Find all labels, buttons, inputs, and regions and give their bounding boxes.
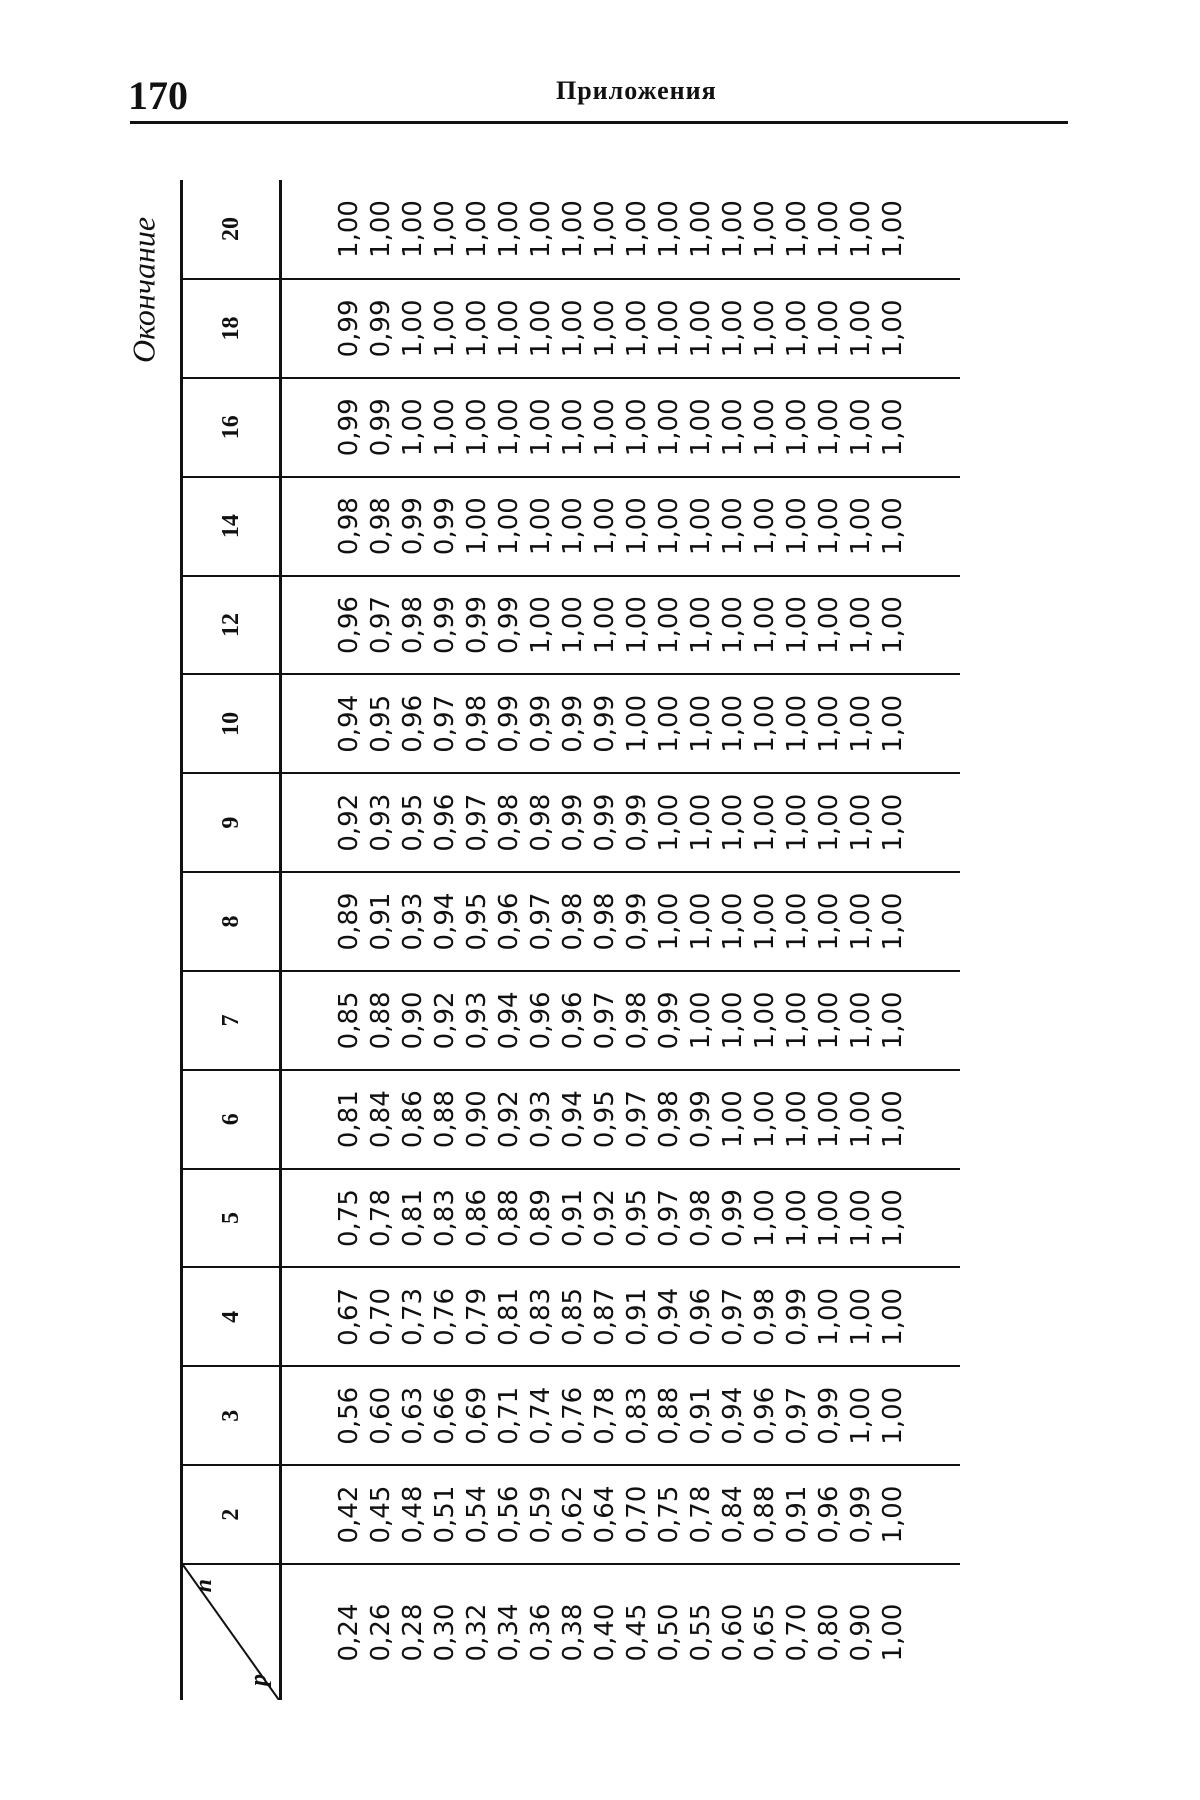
column-header-n-4: 4 <box>182 1267 281 1366</box>
column-variable-label: n <box>191 1579 217 1593</box>
column-header-n-6: 6 <box>182 1070 281 1169</box>
probability-table <box>180 180 960 1700</box>
column-header-n-3: 3 <box>182 1366 281 1465</box>
column-header-n-14: 14 <box>182 477 281 576</box>
p-values-column: 0,24 0,26 0,28 0,30 0,32 0,34 0,36 0,38 0,40 0,45 0,50 0,55 0,60 0,65 0,70 0,80 0,90 1,00 <box>334 1603 908 1662</box>
table-header-row <box>182 180 281 1700</box>
running-head: Приложения <box>556 76 717 105</box>
column-values-n-4: 0,67 0,70 0,73 0,76 0,79 0,81 0,83 0,85 0,87 0,91 0,94 0,96 0,97 0,98 0,99 1,00 1,00 1,00 <box>281 1267 961 1366</box>
column-header-n-5: 5 <box>182 1169 281 1268</box>
column-values-n-3: 0,56 0,60 0,63 0,66 0,69 0,71 0,74 0,76 0,78 0,83 0,88 0,91 0,94 0,96 0,97 0,99 1,00 1,00 <box>281 1366 961 1465</box>
column-header-n-18: 18 <box>182 279 281 378</box>
column-values-n-10: 0,94 0,95 0,96 0,97 0,98 0,99 0,99 0,99 0,99 1,00 1,00 1,00 1,00 1,00 1,00 1,00 1,00 1,00 <box>281 674 961 773</box>
column-header-n-9: 9 <box>182 773 281 872</box>
column-header-n-10: 10 <box>182 674 281 773</box>
column-values-n-16: 0,99 0,99 1,00 1,00 1,00 1,00 1,00 1,00 1,00 1,00 1,00 1,00 1,00 1,00 1,00 1,00 1,00 1,00 <box>281 378 961 477</box>
column-values-n-9: 0,92 0,93 0,95 0,96 0,97 0,98 0,98 0,99 0,99 0,99 1,00 1,00 1,00 1,00 1,00 1,00 1,00 1,00 <box>281 773 961 872</box>
continuation-label: Окончание <box>125 216 162 364</box>
column-values-n-5: 0,75 0,78 0,81 0,83 0,86 0,88 0,89 0,91 0,92 0,95 0,97 0,98 0,99 1,00 1,00 1,00 1,00 1,00 <box>281 1169 961 1268</box>
row-variable-label: p <box>246 1674 272 1686</box>
corner-cell <box>182 1564 281 1700</box>
column-header-n-7: 7 <box>182 971 281 1070</box>
column-values-n-6: 0,81 0,84 0,86 0,88 0,90 0,92 0,93 0,94 0,95 0,97 0,98 0,99 1,00 1,00 1,00 1,00 1,00 1,00 <box>281 1070 961 1169</box>
header-rule <box>130 121 1068 124</box>
column-header-n-2: 2 <box>182 1465 281 1564</box>
continuation-label-container <box>124 190 164 390</box>
column-values-n-12: 0,96 0,97 0,98 0,99 0,99 0,99 1,00 1,00 1,00 1,00 1,00 1,00 1,00 1,00 1,00 1,00 1,00 1,00 <box>281 576 961 675</box>
column-header-n-20: 20 <box>182 180 281 279</box>
column-header-n-12: 12 <box>182 576 281 675</box>
page-number: 170 <box>128 73 188 118</box>
rotated-table-holder <box>180 180 960 1700</box>
column-values-n-20: 1,00 1,00 1,00 1,00 1,00 1,00 1,00 1,00 1,00 1,00 1,00 1,00 1,00 1,00 1,00 1,00 1,00 1,00 <box>281 180 961 279</box>
column-values-n-7: 0,85 0,88 0,90 0,92 0,93 0,94 0,96 0,96 0,97 0,98 0,99 1,00 1,00 1,00 1,00 1,00 1,00 1,00 <box>281 971 961 1070</box>
column-values-n-8: 0,89 0,91 0,93 0,94 0,95 0,96 0,97 0,98 0,98 0,99 1,00 1,00 1,00 1,00 1,00 1,00 1,00 1,00 <box>281 872 961 971</box>
column-values-n-2: 0,42 0,45 0,48 0,51 0,54 0,56 0,59 0,62 0,64 0,70 0,75 0,78 0,84 0,88 0,91 0,96 0,99 1,00 <box>281 1465 961 1564</box>
column-values-n-18: 0,99 0,99 1,00 1,00 1,00 1,00 1,00 1,00 1,00 1,00 1,00 1,00 1,00 1,00 1,00 1,00 1,00 1,00 <box>281 279 961 378</box>
column-header-n-8: 8 <box>182 872 281 971</box>
column-values-n-14: 0,98 0,98 0,99 0,99 1,00 1,00 1,00 1,00 1,00 1,00 1,00 1,00 1,00 1,00 1,00 1,00 1,00 1,00 <box>281 477 961 576</box>
table-body-row <box>281 180 961 1700</box>
column-header-n-16: 16 <box>182 378 281 477</box>
